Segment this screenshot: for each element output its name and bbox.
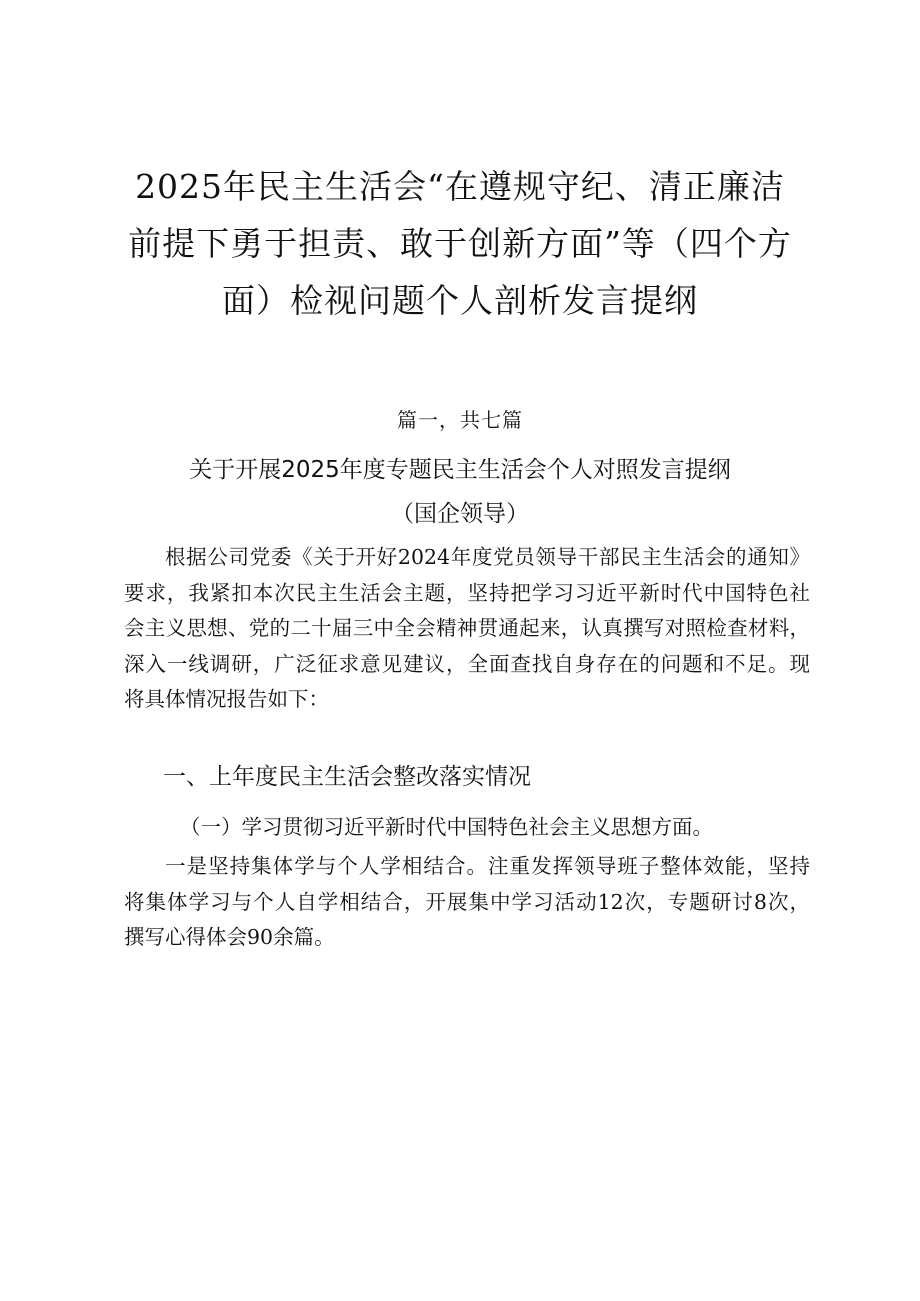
item-line-3: 撰写心得体会90余篇。 (124, 925, 335, 949)
subtitle-line-1: 关于开展2025年度专题民主生活会个人对照发言提纲 (189, 457, 731, 483)
intro-line-1: 根据公司党委《关于开好2024年度党员领导干部民主生活会的通知》 (165, 545, 810, 569)
section-heading: 一、上年度民主生活会整改落实情况 (163, 764, 531, 790)
item-line-1: 一是坚持集体学与个人学相结合。注重发挥领导班子整体效能，坚持 (165, 854, 810, 878)
document-subtitle (0, 448, 920, 536)
title-line-3: 面）检视问题个人剖析发言提纲 (222, 281, 698, 320)
subtitle-line-2: （国企领导） (391, 501, 529, 527)
document-title (90, 158, 830, 329)
intro-line-4: 深入一线调研，广泛征求意见建议，全面查找自身存在的问题和不足。现 (124, 651, 810, 676)
intro-line-5: 将具体情况报告如下： (124, 687, 329, 711)
item-line-2: 将集体学习与个人自学相结合，开展集中学习活动12次，专题研讨8次， (124, 889, 810, 914)
item-paragraph (124, 849, 810, 956)
intro-line-2: 要求，我紧扣本次民主生活会主题，坚持把学习习近平新时代中国特色社 (124, 580, 810, 605)
title-line-1: 2025年民主生活会“在遵规守纪、清正廉洁 (135, 167, 785, 206)
series-label: 篇一，共七篇 (397, 408, 523, 432)
title-line-2: 前提下勇于担责、敢于创新方面”等（四个方 (128, 224, 792, 263)
intro-paragraph (124, 540, 810, 718)
subsection-heading: （一）学习贯彻习近平新时代中国特色社会主义思想方面。 (180, 815, 713, 839)
intro-line-3: 会主义思想、党的二十届三中全会精神贯通起来，认真撰写对照检查材料， (124, 616, 810, 640)
